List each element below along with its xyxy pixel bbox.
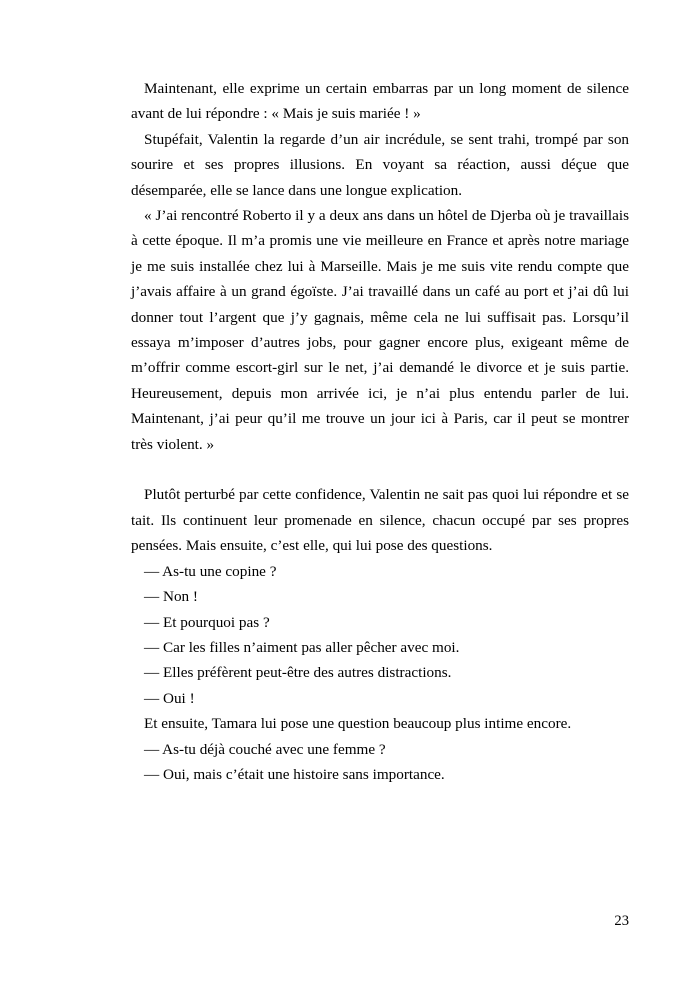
dialogue-line-elles-preferent: — Elles préfèrent peut-être des autres distractions. (144, 664, 452, 682)
paragraph-et-ensuite-tamara: Et ensuite, Tamara lui pose une question beaucoup plus intime encore. (144, 715, 572, 733)
dialogue-line-oui: — Oui ! (144, 689, 195, 707)
dialogue-line-non: — Non ! (144, 588, 198, 606)
paragraph-break-spacer (131, 457, 629, 482)
dialogue-line-car-les-filles: — Car les filles n’aiment pas aller pêcher avec moi. (144, 638, 460, 656)
page-number: 23 (614, 913, 629, 929)
paragraph-maintenant: Maintenant, elle exprime un certain embarras par un long moment de silence avant de lui répondre : « Mais je suis mariée ! » (131, 80, 629, 123)
dialogue-line-as-tu-deja-couche: — As-tu déjà couché avec une femme ? (144, 740, 386, 758)
body-text-column (131, 76, 629, 787)
dialogue-line-as-tu-une-copine: — As-tu une copine ? (144, 562, 277, 580)
dialogue-line-et-pourquoi-pas: — Et pourquoi pas ? (144, 613, 270, 631)
dialogue-line-oui-mais-histoire: — Oui, mais c’était une histoire sans importance. (144, 765, 445, 783)
paragraph-roberto-account: « J’ai rencontré Roberto il y a deux ans dans un hôtel de Djerba où je travaillais à cette époque. Il m’a promis une vie meilleure en France et après notre mariage je me suis installée chez lui à Marseille. Mais je me suis vite rendu compte que j’avais affaire à un grand égoïste. J’ai travaillé dans un café au port et j’ai dû lui donner tout l’argent que j’y gagnais, même cela ne lui suffisait pas. Lorsqu’il essaya m’imposer d’autres jobs, pour gagner encore plus, exigeant même de m’offrir comme escort-girl sur le net, j’ai demandé le divorce et je suis partie. Heureusement, depuis mon arrivée ici, je n’ai plus entendu parler de lui. Maintenant, j’ai peur qu’il me trouve un jour ici à Paris, car il peut se montrer très violent. » (131, 207, 629, 453)
paragraph-stupefait: Stupéfait, Valentin la regarde d’un air incrédule, se sent trahi, trompé par son sourire et ses propres illusions. En voyant sa réaction, aussi déçue que désemparée, elle se lance dans une longue explication. (131, 130, 629, 199)
paragraph-plutot-perturbe: Plutôt perturbé par cette confidence, Valentin ne sait pas quoi lui répondre et se tait. Ils continuent leur promenade en silence, chacun occupé par ses propres pensées. Mais ensuite, c’est elle, qui lui pose des questions. (131, 486, 629, 555)
